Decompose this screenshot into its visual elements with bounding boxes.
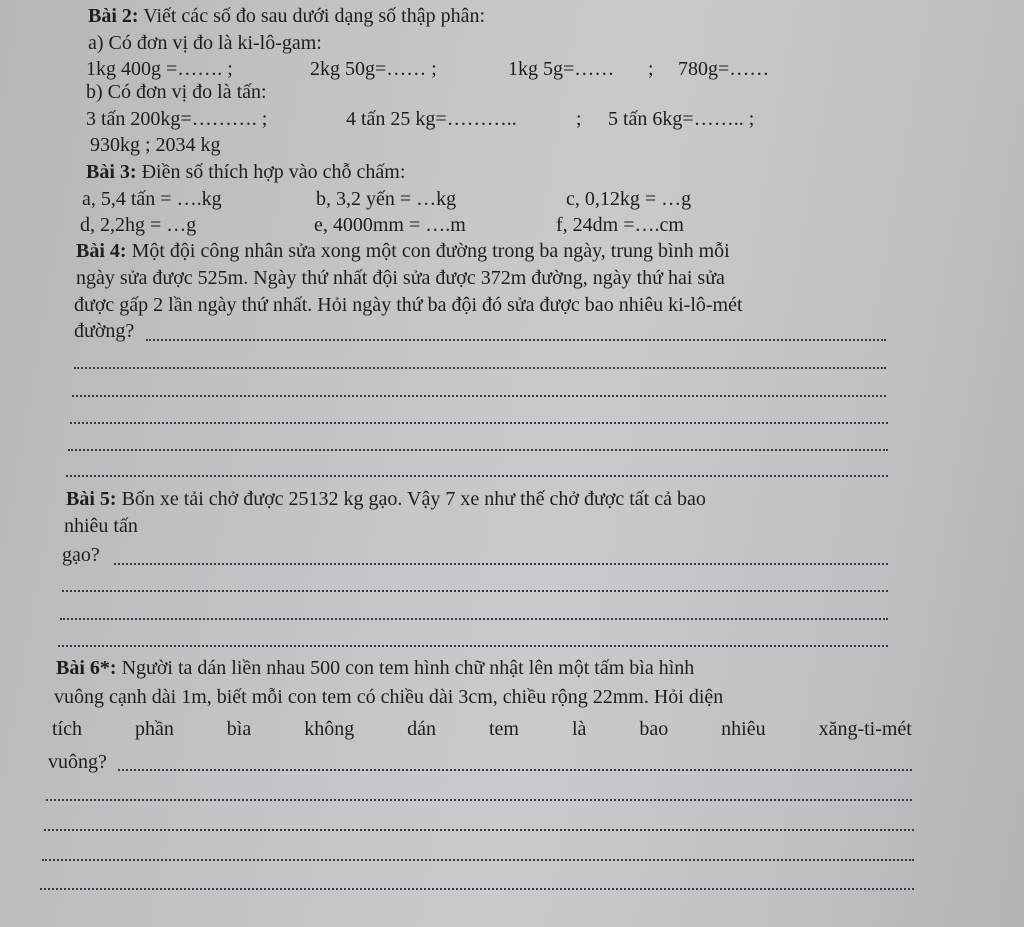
bai5-label: Bài 5: [66, 488, 117, 510]
answer-line [58, 645, 888, 647]
bai3-label: Bài 3: [86, 161, 137, 183]
bai6-word: phần [134, 718, 174, 740]
bai6-text-1: Người ta dán liền nhau 500 con tem hình chữ nhật lên một tấm bìa hình [116, 657, 695, 679]
bai4-label: Bài 4: [76, 240, 127, 262]
bai5-line-1 [66, 487, 706, 511]
answer-line [146, 339, 886, 341]
bai3-item-e: e, 4000mm = ….m [314, 214, 466, 236]
bai6-word: bìa [226, 718, 252, 740]
answer-line [74, 367, 886, 369]
bai4-line-3: được gấp 2 lần ngày thứ nhất. Hỏi ngày thứ ba đội đó sửa được bao nhiêu ki-lô-mét [74, 294, 743, 316]
bai3-instruction: Điền số thích hợp vào chỗ chấm: [136, 161, 406, 183]
bai6-word: là [571, 718, 587, 740]
bai2-a-item-3: 1kg 5g=…… [508, 58, 615, 80]
bai3-title [86, 160, 405, 184]
answer-line [68, 449, 888, 451]
bai2-b-heading: b) Có đơn vị đo là tấn: [86, 81, 267, 103]
bai6-word: nhiêu [721, 718, 766, 740]
bai2-a-separator: ; [648, 58, 654, 80]
answer-line [70, 422, 888, 424]
bai4-line-4: đường? [74, 320, 135, 342]
answer-line [114, 563, 888, 565]
bai2-b-line2: 930kg ; 2034 kg [90, 134, 221, 156]
bai6-line-1 [56, 656, 694, 680]
bai2-label: Bài 2: [88, 5, 139, 27]
answer-line [42, 859, 914, 861]
answer-line [44, 829, 914, 831]
bai2-a-item-4: 780g=…… [678, 58, 770, 80]
bai3-item-d: d, 2,2hg = …g [80, 214, 197, 236]
bai3-item-a: a, 5,4 tấn = ….kg [82, 188, 222, 210]
bai6-line-3 [52, 717, 912, 741]
bai3-item-c: c, 0,12kg = …g [566, 188, 692, 210]
answer-line [66, 475, 888, 477]
bai6-line-2: vuông cạnh dài 1m, biết mỗi con tem có chiều dài 3cm, chiều rộng 22mm. Hỏi diện [54, 686, 724, 708]
bai2-b-item-1: 3 tấn 200kg=………. ; [86, 108, 268, 130]
bai4-line-1 [76, 239, 730, 263]
bai2-b-separator: ; [576, 108, 582, 130]
bai6-line-4: vuông? [48, 751, 107, 773]
bai6-word: tích [52, 718, 82, 740]
answer-line [60, 618, 888, 620]
bai2-b-item-3: 5 tấn 6kg=…….. ; [608, 108, 755, 130]
bai2-b-item-2: 4 tấn 25 kg=……….. [346, 108, 517, 130]
bai6-word: tem [488, 718, 519, 740]
answer-line [62, 590, 888, 592]
bai2-a-item-1: 1kg 400g =……. ; [86, 58, 233, 80]
bai5-line-3: gạo? [62, 544, 100, 566]
bai2-title [88, 4, 485, 28]
answer-line [118, 769, 912, 771]
bai4-text-1: Một đội công nhân sửa xong một con đường trong ba ngày, trung bình mỗi [126, 240, 730, 262]
bai6-word: bao [639, 718, 669, 740]
bai6-word: không [304, 718, 355, 740]
bai5-text-1: Bốn xe tải chở được 25132 kg gạo. Vậy 7 xe như thế chở được tất cả bao [116, 488, 706, 510]
bai2-a-heading: a) Có đơn vị đo là ki-lô-gam: [88, 32, 322, 54]
answer-line [46, 799, 912, 801]
answer-line [72, 395, 886, 397]
bai3-item-b: b, 3,2 yến = …kg [316, 188, 457, 210]
bai6-word: xăng-ti-mét [818, 718, 912, 740]
bai3-item-f: f, 24dm =….cm [556, 214, 684, 236]
bai5-line-2: nhiêu tấn [64, 515, 138, 537]
bai4-line-2: ngày sửa được 525m. Ngày thứ nhất đội sửa được 372m đường, ngày thứ hai sửa [76, 267, 725, 289]
bai6-label: Bài 6*: [56, 657, 117, 679]
bai6-word: dán [407, 718, 437, 740]
bai2-instruction: Viết các số đo sau dưới dạng số thập phân: [138, 5, 486, 27]
bai2-a-item-2: 2kg 50g=…… ; [310, 58, 437, 80]
answer-line [40, 888, 914, 890]
